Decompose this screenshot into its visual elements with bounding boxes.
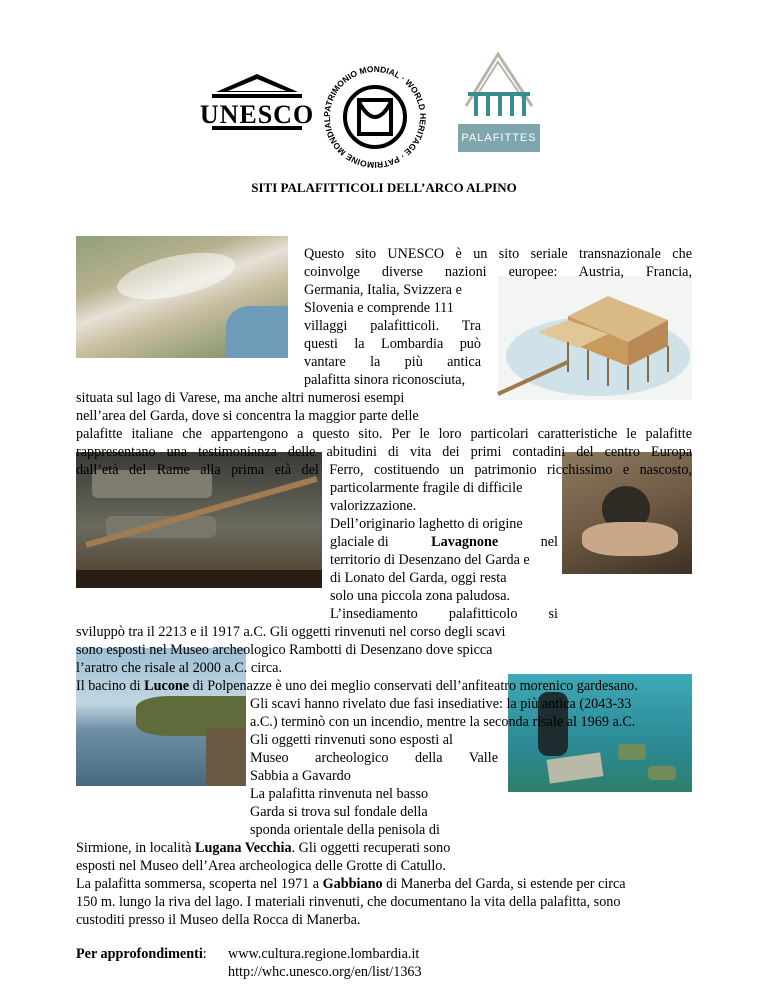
lavagnone-line-6: L’insediamento palafitticolo si [330, 606, 558, 622]
lugana-line-2: Garda si trova sul fondale della [250, 804, 428, 820]
link-whc-unesco[interactable]: http://whc.unesco.org/en/list/1363 [228, 964, 422, 980]
gabbiano-line-1-end: di Manerba del Garda, si estende per circa [386, 876, 626, 892]
intro-line-8: palafitta sinora riconosciuta, [304, 372, 466, 388]
lavagnone-line-8: sono esposti nel Museo archeologico Rambotti di Desenzano dove spicca [76, 642, 493, 658]
intro-line-2: coinvolge diverse nazioni europee: Austria, Francia, [304, 264, 692, 280]
intro-line-11: palafitte italiane che appartengono a questo sito. Per le loro particolari caratteristiche le palafitte [76, 426, 692, 442]
lugana-line-4-start: Sirmione, in località [76, 840, 192, 856]
lavagnone-line-5: solo una piccola zona paludosa. [330, 588, 511, 604]
intro-line-4: Slovenia e comprende 111 [304, 300, 454, 316]
svg-text:UNESCO: UNESCO [199, 100, 315, 129]
lavagnone-line-2-end: nel [540, 534, 558, 550]
lavagnone-line-3: territorio di Desenzano del Garda e [330, 552, 530, 568]
lavagnone-line-9: l’aratro che risale al 2000 a.C. circa. [76, 660, 283, 676]
lucone-line-2: Gli scavi hanno rivelato due fasi insediative: la più antica (2043-33 [250, 696, 632, 712]
intro-line-5: villaggi palafitticoli. Tra [304, 318, 481, 334]
intro-line-10: nell’area del Garda, dove si concentra la maggior parte delle [76, 408, 419, 424]
unesco-logo [199, 72, 315, 132]
intro-line-1: Questo sito UNESCO è un sito seriale transnazionale che [304, 246, 692, 262]
lucone-line-5: Museo archeologico della Valle [250, 750, 498, 766]
intro-line-15: valorizzazione. [330, 498, 417, 514]
lugana-line-4 [76, 839, 450, 857]
alps-map-image [76, 236, 288, 358]
pile-dwelling-reconstruction-image [498, 276, 692, 400]
lavagnone-place-name: Lavagnone [431, 534, 499, 550]
page-title: SITI PALAFITTICOLI DELL’ARCO ALPINO [251, 180, 517, 195]
lavagnone-line-2-text: glaciale di [330, 534, 389, 550]
lugana-line-4-end: . Gli oggetti recuperati sono [291, 840, 451, 856]
lucone-line-1 [76, 677, 638, 695]
links-label-colon: : [202, 946, 207, 962]
lucone-place-name: Lucone [144, 678, 190, 694]
intro-line-12: rappresentano una testimonianza delle abitudini di vita dei primi contadini del centro Europa [76, 444, 692, 460]
intro-line-14: particolarmente fragile di difficile [330, 480, 523, 496]
lucone-line-6: Sabbia a Gavardo [250, 768, 351, 784]
lucone-line-1-start: Il bacino di [76, 678, 141, 694]
gabbiano-line-1-start: La palafitta sommersa, scoperta nel 1971 a [76, 876, 320, 892]
palafittes-logo [458, 48, 540, 152]
intro-line-6: questi la Lombardia può [304, 336, 481, 352]
intro-line-3: Germania, Italia, Svizzera e [304, 282, 462, 298]
lucone-line-3: a.C.) terminò con un incendio, mentre la seconda risale al 1969 a.C. [250, 714, 636, 730]
lavagnone-line-4: di Lonato del Garda, oggi resta [330, 570, 507, 586]
gabbiano-line-3: custoditi presso il Museo della Rocca di Manerba. [76, 912, 361, 928]
lucone-line-4: Gli oggetti rinvenuti sono esposti al [250, 732, 453, 748]
lavagnone-line-7: sviluppò tra il 2213 e il 1917 a.C. Gli oggetti rinvenuti nel corso degli scavi [76, 624, 506, 640]
intro-line-13: dall’età del Rame alla prima età del Ferro, costituendo un patrimonio ricchissimo e nascosto, [76, 462, 692, 478]
svg-text:PATRIMONIO MONDIAL · WORLD HER: PATRIMONIO MONDIAL · WORLD HERITAGE · PATRIMOINE MONDIAL [321, 63, 429, 171]
gabbiano-place-name: Gabbiano [322, 876, 383, 892]
lucone-line-1-end: di Polpenazze è uno dei meglio conservati dell’anfiteatro morenico gardesano. [192, 678, 638, 694]
links-label [76, 945, 207, 963]
intro-line-7: vantare la più antica [304, 354, 481, 370]
lugana-line-3: sponda orientale della penisola di [250, 822, 440, 838]
link-cultura-lombardia[interactable]: www.cultura.regione.lombardia.it [228, 946, 420, 962]
world-heritage-emblem [316, 62, 434, 172]
lugana-line-5: esposti nel Museo dell’Area archeologica delle Grotte di Catullo. [76, 858, 446, 874]
gabbiano-line-1 [76, 875, 626, 893]
palafittes-wordmark: PALAFITTES [461, 132, 537, 144]
intro-line-9: situata sul lago di Varese, ma anche altri numerosi esempi [76, 390, 405, 406]
gabbiano-line-2: 150 m. lungo la riva del lago. I materiali rinvenuti, che documentano la vita della palafitta, sono [76, 894, 621, 910]
lavagnone-line-2 [330, 533, 558, 551]
lugana-line-1: La palafitta rinvenuta nel basso [250, 786, 429, 802]
lugana-place-name: Lugana Vecchia [195, 840, 292, 856]
lavagnone-line-1: Dell’originario laghetto di origine [330, 516, 523, 532]
links-label-text: Per approfondimenti [76, 946, 203, 962]
